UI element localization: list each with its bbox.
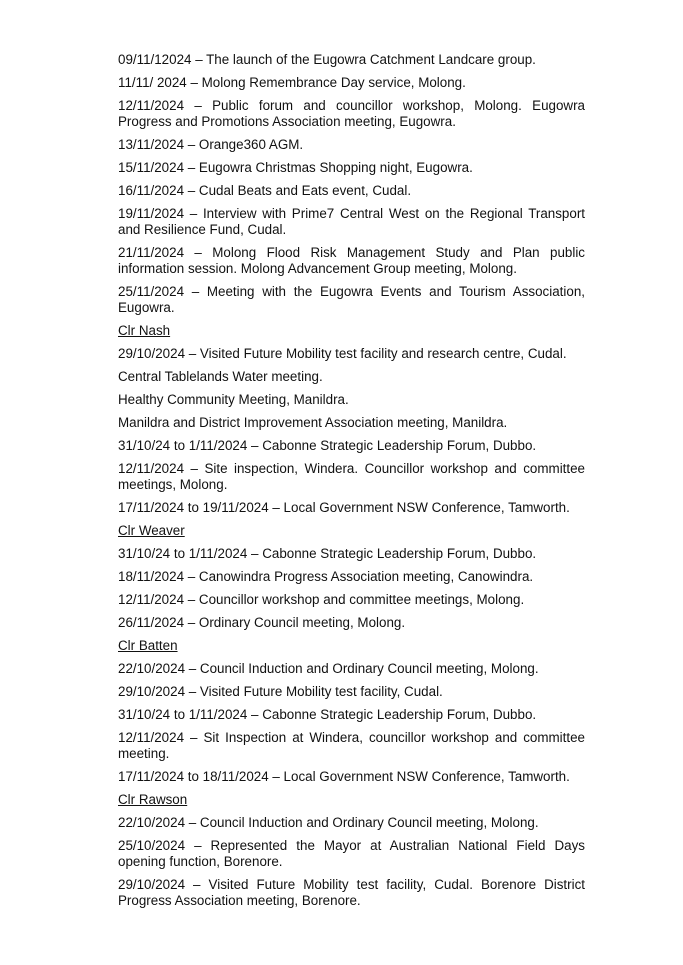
- activity-entry: 17/11/2024 to 19/11/2024 – Local Government NSW Conference, Tamworth.: [118, 500, 570, 515]
- activity-entry: 11/11/ 2024 – Molong Remembrance Day service, Molong.: [118, 75, 466, 90]
- activity-entry: 12/11/2024 – Sit Inspection at Windera, councillor workshop and committee meeting.: [118, 730, 585, 761]
- activity-entry: 29/10/2024 – Visited Future Mobility test facility, Cudal.: [118, 684, 443, 699]
- activity-entry: 15/11/2024 – Eugowra Christmas Shopping night, Eugowra.: [118, 160, 473, 175]
- activity-entry: Central Tablelands Water meeting.: [118, 369, 323, 384]
- activity-entry: 09/11/12024 – The launch of the Eugowra Catchment Landcare group.: [118, 52, 536, 67]
- section-clr-rawson: [118, 792, 585, 909]
- section-clr-weaver: [118, 523, 585, 631]
- activity-entry: 29/10/2024 – Visited Future Mobility test facility, Cudal. Borenore District Progress Association meeting, Borenore.: [118, 877, 585, 908]
- activity-entry: 31/10/24 to 1/11/2024 – Cabonne Strategic Leadership Forum, Dubbo.: [118, 546, 537, 561]
- section-clr-batten: [118, 638, 585, 785]
- councillor-heading: Clr Rawson: [118, 792, 188, 807]
- activity-entry: 17/11/2024 to 18/11/2024 – Local Government NSW Conference, Tamworth.: [118, 769, 570, 784]
- activity-entry: 31/10/24 to 1/11/2024 – Cabonne Strategic Leadership Forum, Dubbo.: [118, 438, 537, 453]
- activity-entry: 22/10/2024 – Council Induction and Ordinary Council meeting, Molong.: [118, 815, 539, 830]
- activity-entry: 13/11/2024 – Orange360 AGM.: [118, 137, 304, 152]
- activity-entry: 26/11/2024 – Ordinary Council meeting, Molong.: [118, 615, 406, 630]
- councillor-heading: Clr Batten: [118, 638, 178, 653]
- activity-entry: 12/11/2024 – Councillor workshop and committee meetings, Molong.: [118, 592, 525, 607]
- activity-entry: 25/10/2024 – Represented the Mayor at Australian National Field Days opening function, Borenore.: [118, 838, 585, 869]
- document-page: [118, 52, 585, 916]
- activity-entry: 25/11/2024 – Meeting with the Eugowra Events and Tourism Association, Eugowra.: [118, 284, 585, 315]
- activity-entry: 21/11/2024 – Molong Flood Risk Management Study and Plan public information session. Molong Advancement Group meeting, Molong.: [118, 245, 585, 276]
- section-mayor: [118, 52, 585, 316]
- activity-entry: 16/11/2024 – Cudal Beats and Eats event, Cudal.: [118, 183, 412, 198]
- activity-entry: 12/11/2024 – Public forum and councillor workshop, Molong. Eugowra Progress and Promotions Association meeting, Eugowra.: [118, 98, 585, 129]
- activity-entry: Manildra and District Improvement Association meeting, Manildra.: [118, 415, 508, 430]
- section-clr-nash: [118, 323, 585, 516]
- activity-entry: 22/10/2024 – Council Induction and Ordinary Council meeting, Molong.: [118, 661, 539, 676]
- activity-entry: Healthy Community Meeting, Manildra.: [118, 392, 349, 407]
- activity-entry: 29/10/2024 – Visited Future Mobility test facility and research centre, Cudal.: [118, 346, 567, 361]
- activity-entry: 12/11/2024 – Site inspection, Windera. Councillor workshop and committee meetings, Molong.: [118, 461, 585, 492]
- activity-entry: 19/11/2024 – Interview with Prime7 Central West on the Regional Transport and Resilience Fund, Cudal.: [118, 206, 585, 237]
- councillor-heading: Clr Weaver: [118, 523, 185, 538]
- activity-entry: 31/10/24 to 1/11/2024 – Cabonne Strategic Leadership Forum, Dubbo.: [118, 707, 537, 722]
- councillor-heading: Clr Nash: [118, 323, 171, 338]
- activity-entry: 18/11/2024 – Canowindra Progress Association meeting, Canowindra.: [118, 569, 534, 584]
